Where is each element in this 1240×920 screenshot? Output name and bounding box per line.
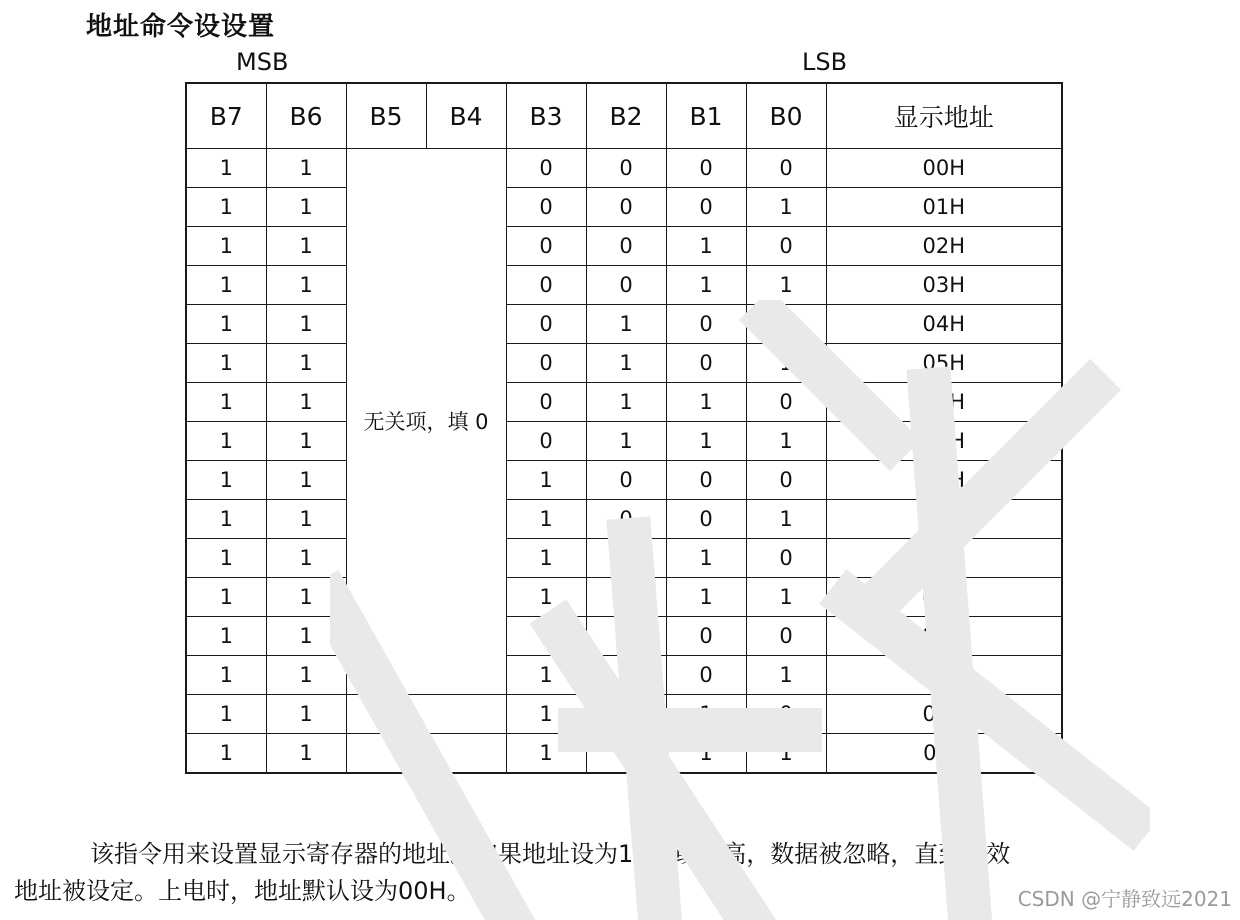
cell-b1: 1 — [666, 383, 746, 422]
cell-b7: 1 — [186, 617, 266, 656]
cell-b7: 1 — [186, 578, 266, 617]
cell-b0: 1 — [746, 266, 826, 305]
cell-b0: 0 — [746, 617, 826, 656]
header-b0: B0 — [746, 83, 826, 149]
table-row — [186, 227, 1062, 266]
cell-b1: 1 — [666, 578, 746, 617]
cell-b1: 1 — [666, 422, 746, 461]
header-b1: B1 — [666, 83, 746, 149]
cell-b0: 0 — [746, 539, 826, 578]
cell-b2: 0 — [586, 500, 666, 539]
cell-b0: 0 — [746, 305, 826, 344]
cell-b7: 1 — [186, 695, 266, 734]
cell-display-address: 06H — [826, 383, 1062, 422]
cell-b1: 1 — [666, 227, 746, 266]
cell-b7: 1 — [186, 305, 266, 344]
cell-b3: 1 — [506, 656, 586, 695]
cell-b0: 1 — [746, 188, 826, 227]
cell-b2: 1 — [586, 422, 666, 461]
cell-b3: 0 — [506, 227, 586, 266]
header-b7: B7 — [186, 83, 266, 149]
dont-care-cell: 无关项，填 0 — [346, 149, 506, 695]
cell-b3: 0 — [506, 188, 586, 227]
cell-b6: 1 — [266, 422, 346, 461]
table-row — [186, 149, 1062, 188]
cell-b3: 0 — [506, 266, 586, 305]
header-b3: B3 — [506, 83, 586, 149]
cell-display-address: 0AH — [826, 539, 1062, 578]
cell-b0: 0 — [746, 695, 826, 734]
table-row — [186, 344, 1062, 383]
header-display-address: 显示地址 — [826, 83, 1062, 149]
cell-b3: 0 — [506, 422, 586, 461]
cell-b2: 1 — [586, 305, 666, 344]
cell-display-address: 08H — [826, 461, 1062, 500]
cell-display-address: 01H — [826, 188, 1062, 227]
cell-b3: 1 — [506, 578, 586, 617]
cell-b6: 1 — [266, 149, 346, 188]
cell-b6: 1 — [266, 578, 346, 617]
cell-b1: 0 — [666, 305, 746, 344]
cell-b0: 1 — [746, 578, 826, 617]
section-title: 地址命令设设置 — [86, 12, 276, 42]
cell-display-address: 0FH — [826, 734, 1062, 774]
cell-b0: 0 — [746, 461, 826, 500]
cell-b6: 1 — [266, 734, 346, 774]
cell-b3: 1 — [506, 734, 586, 774]
cell-b7: 1 — [186, 149, 266, 188]
table-row — [186, 656, 1062, 695]
cell-b1: 0 — [666, 656, 746, 695]
cell-b2: 1 — [586, 383, 666, 422]
msb-label: MSB — [236, 48, 289, 76]
cell-b0: 1 — [746, 656, 826, 695]
cell-display-address: 0EH — [826, 695, 1062, 734]
table-row — [186, 500, 1062, 539]
cell-b0: 1 — [746, 422, 826, 461]
cell-b7: 1 — [186, 344, 266, 383]
table-row — [186, 734, 1062, 774]
empty-cell — [346, 695, 506, 734]
cell-display-address: 09H — [826, 500, 1062, 539]
cell-b1: 1 — [666, 695, 746, 734]
table-row — [186, 422, 1062, 461]
cell-b3: 0 — [506, 305, 586, 344]
cell-display-address: 0DH — [826, 656, 1062, 695]
cell-b1: 1 — [666, 266, 746, 305]
source-credit: CSDN @宁静致远2021 — [1017, 887, 1232, 911]
cell-b6: 1 — [266, 617, 346, 656]
cell-b3: 0 — [506, 344, 586, 383]
cell-display-address: 0CH — [826, 617, 1062, 656]
cell-b7: 1 — [186, 500, 266, 539]
cell-b1: 0 — [666, 500, 746, 539]
lsb-label: LSB — [802, 48, 848, 76]
cell-b6: 1 — [266, 695, 346, 734]
cell-b6: 1 — [266, 305, 346, 344]
cell-b3: 1 — [506, 539, 586, 578]
cell-display-address: 03H — [826, 266, 1062, 305]
cell-display-address: 00H — [826, 149, 1062, 188]
cell-b6: 1 — [266, 500, 346, 539]
cell-b2: 1 — [586, 734, 666, 774]
cell-b2: 0 — [586, 188, 666, 227]
table-row — [186, 539, 1062, 578]
cell-b6: 1 — [266, 344, 346, 383]
cell-display-address: 07H — [826, 422, 1062, 461]
cell-b7: 1 — [186, 656, 266, 695]
cell-b0: 0 — [746, 227, 826, 266]
cell-b2: 1 — [586, 656, 666, 695]
cell-b1: 0 — [666, 461, 746, 500]
cell-b2: 1 — [586, 344, 666, 383]
cell-b7: 1 — [186, 227, 266, 266]
cell-b6: 1 — [266, 227, 346, 266]
table-row — [186, 188, 1062, 227]
table-header-row — [186, 83, 1062, 149]
cell-b2: 0 — [586, 461, 666, 500]
header-b5: B5 — [346, 83, 426, 149]
cell-b7: 1 — [186, 461, 266, 500]
cell-b1: 0 — [666, 617, 746, 656]
cell-display-address: 05H — [826, 344, 1062, 383]
cell-b0: 0 — [746, 383, 826, 422]
cell-b1: 0 — [666, 149, 746, 188]
cell-b2: 0 — [586, 266, 666, 305]
cell-b2: 0 — [586, 149, 666, 188]
cell-b1: 1 — [666, 734, 746, 774]
cell-b2: 0 — [586, 578, 666, 617]
table-row — [186, 695, 1062, 734]
header-b2: B2 — [586, 83, 666, 149]
cell-b6: 1 — [266, 266, 346, 305]
cell-b7: 1 — [186, 266, 266, 305]
cell-b0: 0 — [746, 149, 826, 188]
cell-b6: 1 — [266, 461, 346, 500]
cell-b3: 1 — [506, 500, 586, 539]
cell-b3: 1 — [506, 461, 586, 500]
table-row — [186, 617, 1062, 656]
cell-b2: 1 — [586, 617, 666, 656]
table-row — [186, 578, 1062, 617]
header-b6: B6 — [266, 83, 346, 149]
cell-b6: 1 — [266, 656, 346, 695]
cell-b2: 1 — [586, 695, 666, 734]
cell-b7: 1 — [186, 383, 266, 422]
cell-display-address: 02H — [826, 227, 1062, 266]
cell-b1: 1 — [666, 539, 746, 578]
table-row — [186, 266, 1062, 305]
cell-b6: 1 — [266, 539, 346, 578]
cell-b7: 1 — [186, 539, 266, 578]
address-command-table — [185, 82, 1063, 774]
description-line-2: 地址被设定。上电时，地址默认设为00H。 — [14, 877, 471, 905]
cell-b1: 0 — [666, 188, 746, 227]
table-row — [186, 461, 1062, 500]
cell-b3: 1 — [506, 617, 586, 656]
cell-b0: 1 — [746, 500, 826, 539]
cell-display-address: 0BH — [826, 578, 1062, 617]
cell-b2: 0 — [586, 539, 666, 578]
cell-b3: 1 — [506, 695, 586, 734]
table-row — [186, 383, 1062, 422]
cell-display-address: 04H — [826, 305, 1062, 344]
cell-b6: 1 — [266, 188, 346, 227]
cell-b3: 0 — [506, 149, 586, 188]
cell-b6: 1 — [266, 383, 346, 422]
cell-b2: 0 — [586, 227, 666, 266]
cell-b1: 0 — [666, 344, 746, 383]
description-line-1: 该指令用来设置显示寄存器的地址。如果地址设为10H 或更高，数据被忽略，直到有效 — [90, 840, 1011, 868]
cell-b7: 1 — [186, 188, 266, 227]
cell-b0: 1 — [746, 344, 826, 383]
cell-b3: 0 — [506, 383, 586, 422]
cell-b7: 1 — [186, 734, 266, 774]
empty-cell — [346, 734, 506, 774]
table-row — [186, 305, 1062, 344]
header-b4: B4 — [426, 83, 506, 149]
cell-b7: 1 — [186, 422, 266, 461]
cell-b0: 1 — [746, 734, 826, 774]
